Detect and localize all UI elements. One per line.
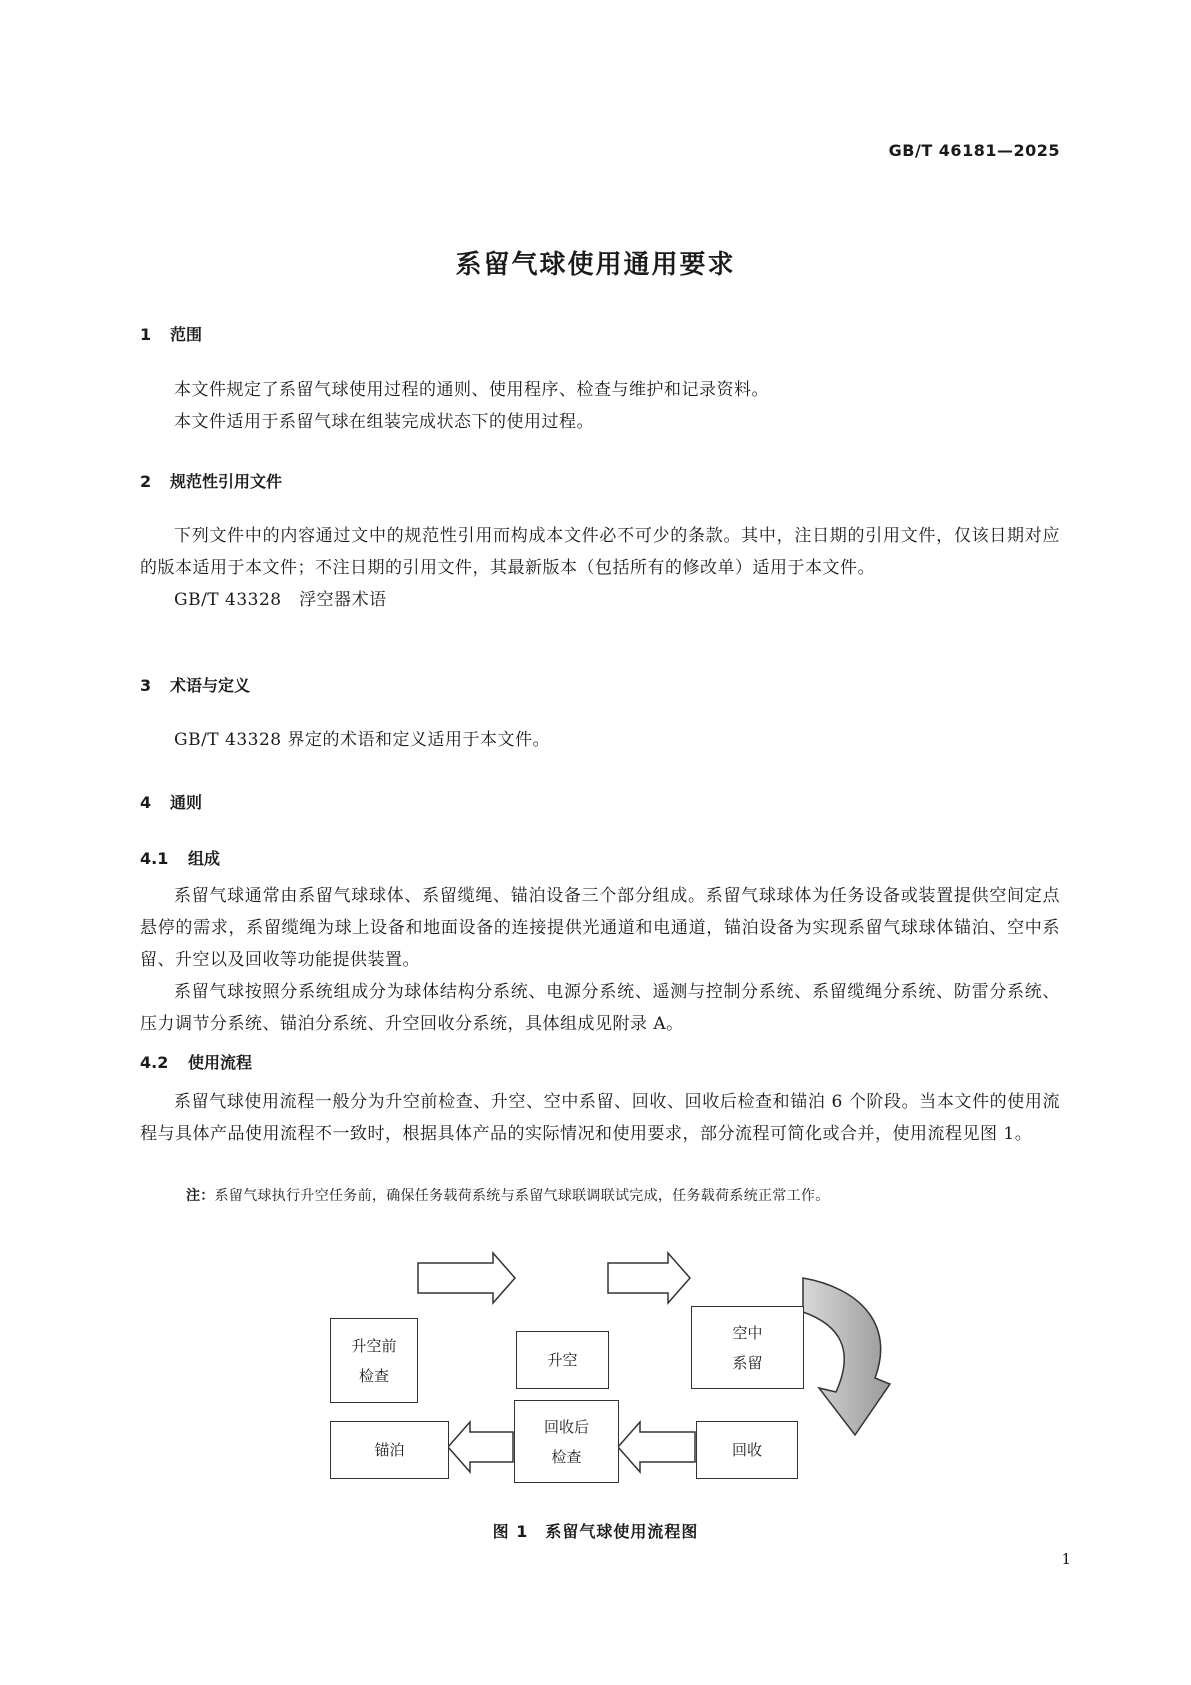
standard-code: GB/T 46181—2025 <box>888 141 1060 160</box>
flow-step-tethered-flight <box>691 1306 804 1389</box>
section-4-2-body <box>140 1086 1060 1150</box>
paragraph: 本文件适用于系留气球在组装完成状态下的使用过程。 <box>174 412 594 432</box>
section-4-1-body <box>140 880 1060 1040</box>
flow-step-label: 升空 <box>547 1351 578 1369</box>
note-text: 系留气球执行升空任务前，确保任务载荷系统与系留气球联调联试完成，任务载荷系统正常工作。 <box>214 1188 830 1204</box>
flow-step-label: 回收 <box>731 1441 762 1459</box>
figure-caption: 图 1 系留气球使用流程图 <box>492 1522 699 1541</box>
paragraph: 系留气球按照分系统组成分为球体结构分系统、电源分系统、遥测与控制分系统、系留缆绳分系统、防雷分系统、压力调节分系统、锚泊分系统、升空回收分系统，具体组成见附录 A。 <box>140 982 1060 1034</box>
normative-reference: GB/T 43328 浮空器术语 <box>174 590 387 610</box>
section-title: 范围 <box>170 325 203 344</box>
paragraph: 系留气球使用流程一般分为升空前检查、升空、空中系留、回收、回收后检查和锚泊 6 个阶段。当本文件的使用流程与具体产品使用流程不一致时，根据具体产品的实际情况和使用要求，部分流程可简化或合并，使用流程见图 1。 <box>140 1092 1060 1144</box>
flow-step-label: 检查 <box>358 1366 389 1385</box>
flow-step-mooring <box>330 1421 449 1479</box>
section-4-heading <box>140 790 202 813</box>
section-4-2-heading <box>140 1050 252 1073</box>
note <box>186 1185 830 1205</box>
flow-step-post-recovery-check <box>514 1400 619 1483</box>
arrow-left-icon <box>618 1422 695 1472</box>
section-number: 3 <box>140 676 152 695</box>
page-number: 1 <box>1061 1550 1071 1568</box>
section-title: 组成 <box>188 849 221 868</box>
arrow-left-icon <box>448 1422 513 1472</box>
section-4-1-heading <box>140 846 220 869</box>
flow-step-label: 检查 <box>551 1447 582 1466</box>
section-1-heading <box>140 322 202 345</box>
section-number: 4 <box>140 793 152 812</box>
arrow-right-icon <box>608 1253 690 1303</box>
section-2-body <box>140 520 1060 616</box>
flow-step-label: 空中 <box>732 1323 763 1342</box>
section-number: 4.2 <box>140 1053 169 1072</box>
paragraph: 本文件规定了系留气球使用过程的通则、使用程序、检查与维护和记录资料。 <box>174 380 769 400</box>
section-title: 术语与定义 <box>170 676 251 695</box>
note-label: 注： <box>186 1188 215 1204</box>
section-3-body <box>140 724 1060 756</box>
section-number: 2 <box>140 472 152 491</box>
section-number: 1 <box>140 325 152 344</box>
flow-step-preflight-check <box>330 1318 418 1403</box>
flow-step-label: 锚泊 <box>374 1441 405 1459</box>
section-1-body <box>140 374 1060 438</box>
section-number: 4.1 <box>140 849 169 868</box>
flow-step-ascent <box>516 1331 609 1389</box>
section-title: 使用流程 <box>188 1053 253 1072</box>
paragraph: 下列文件中的内容通过文中的规范性引用而构成本文件必不可少的条款。其中，注日期的引用文件，仅该日期对应的版本适用于本文件；不注日期的引用文件，其最新版本（包括所有的修改单）适用于本文件。 <box>140 526 1060 578</box>
document-title: 系留气球使用通用要求 <box>455 250 736 280</box>
paragraph: GB/T 43328 界定的术语和定义适用于本文件。 <box>174 730 551 750</box>
flow-step-label: 系留 <box>732 1353 763 1372</box>
paragraph: 系留气球通常由系留气球球体、系留缆绳、锚泊设备三个部分组成。系留气球球体为任务设备或装置提供空间定点悬停的需求，系留缆绳为球上设备和地面设备的连接提供光通道和电通道，锚泊设备为实现系留气球球体锚泊、空中系留、升空以及回收等功能提供装置。 <box>140 886 1060 970</box>
curved-arrow-icon <box>803 1278 890 1435</box>
section-title: 规范性引用文件 <box>170 472 283 491</box>
section-2-heading <box>140 469 282 492</box>
flow-step-recovery <box>696 1421 798 1479</box>
flow-step-label: 回收后 <box>543 1417 589 1436</box>
arrow-right-icon <box>418 1253 515 1303</box>
section-title: 通则 <box>170 793 203 812</box>
flow-step-label: 升空前 <box>351 1336 397 1355</box>
section-3-heading <box>140 673 250 696</box>
